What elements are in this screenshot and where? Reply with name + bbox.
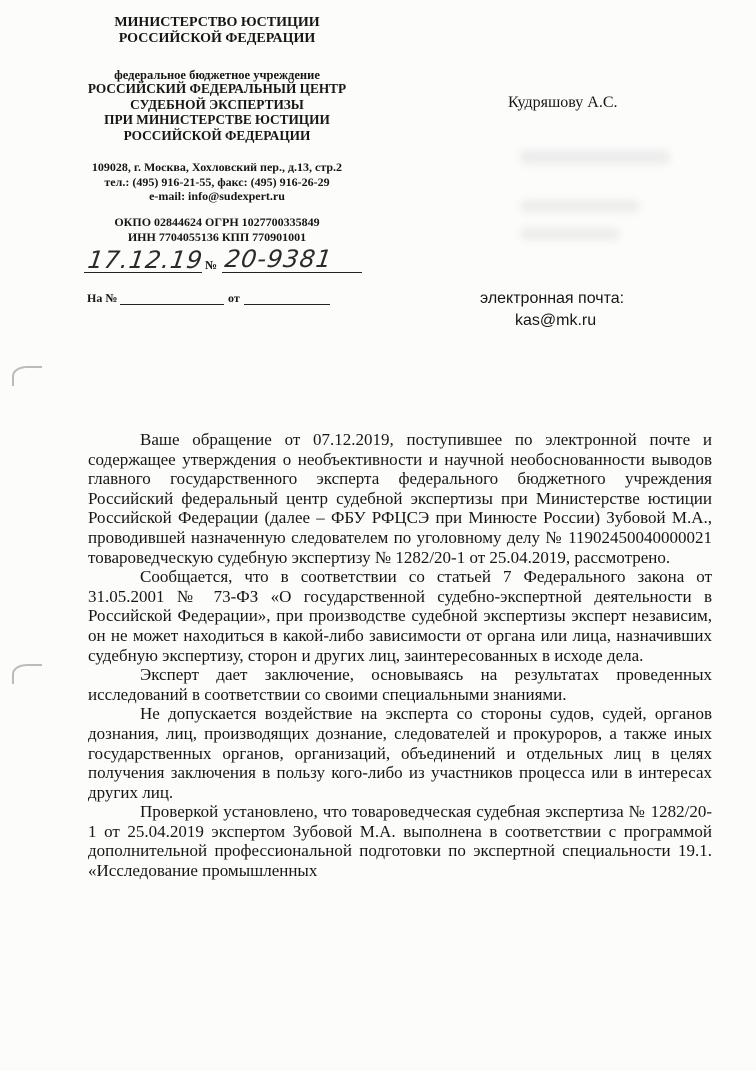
handwritten-date: 17.12.19 [86,246,205,274]
ref-from-blank [244,304,330,305]
ref-no-blank [120,304,224,305]
letter-body [88,430,712,881]
address-line: тел.: (495) 916-21-55, факс: (495) 916-26-29 [104,174,330,189]
number-underline [222,272,362,273]
redacted-address [520,150,670,164]
institution-type: федеральное бюджетное учреждение [114,68,320,82]
institution-name-line: РОССИЙСКОЙ ФЕДЕРАЦИИ [123,127,311,143]
codes-line: ИНН 7704055136 КПП 770901001 [127,229,307,244]
body-paragraph: Проверкой установлено, что товароведческая судебная экспертиза № 1282/20-1 от 25.04.2019 экспертом Зубовой М.А. выполнена в соответствии с программой дополнительной профессиональной подготовки по экспертной специальности 19.1. «Исследование промышленных [88,802,712,881]
address-line: 109028, г. Москва, Хохловский пер., д.13, стр.2 [91,160,343,174]
ref-from [228,291,240,306]
ref-from-label: от [228,291,240,305]
handwritten-number: 20-9381 [223,245,335,273]
institution-name-line: РОССИЙСКИЙ ФЕДЕРАЛЬНЫЙ ЦЕНТР [87,81,347,96]
recipient-name: Кудряшову А.С. [508,94,618,111]
body-paragraph: Эксперт дает заключение, основываясь на результатах проведенных исследований в соответствии со своими специальными знаниями. [88,665,712,704]
punch-hole-mark [12,366,42,386]
redacted-address [520,228,620,240]
institution-name-line: СУДЕБНОЙ ЭКСПЕРТИЗЫ [130,96,304,112]
punch-hole-mark [12,664,42,684]
registration-codes [72,215,362,244]
reference-row [87,291,117,306]
body-paragraph: Не допускается воздействие на эксперта со стороны судов, судей, органов дознания, лиц, производящих дознание, следователей и прокуроров, а также иных государственных органов, организаций, объединений и отдельных лиц в целях получения заключения в пользу кого-либо из участников процесса или в интересах других лиц. [88,704,712,802]
body-paragraph: Ваше обращение от 07.12.2019, поступившее по электронной почте и содержащее утверждения о необъективности и научной необоснованности выводов главного государственного эксперта федерального бюджетного учреждения Российский федеральный центр судебной экспертизы при Министерстве юстиции Российской Федерации (далее – ФБУ РФЦСЭ при Минюсте России) Зубовой М.А., проводившей назначенную следователем по уголовному делу № 11902450040000021 товароведческую судебную экспертизу № 1282/20-1 от 25.04.2019, рассмотрено. [88,430,712,567]
redacted-address [520,200,640,212]
address-block [72,160,362,204]
ref-no-label: На № [87,291,118,305]
ministry-heading [72,15,362,47]
email-label: электронная почта: [480,290,625,307]
address-line: e-mail: info@sudexpert.ru [149,189,285,203]
number-label: № [205,258,218,272]
ministry-line: РОССИЙСКОЙ ФЕДЕРАЦИИ [118,31,316,46]
date-underline [84,272,202,273]
institution-name [72,81,362,143]
codes-line: ОКПО 02844624 ОГРН 1027700335849 [114,215,320,229]
body-paragraph: Сообщается, что в соответствии со статьей 7 Федерального закона от 31.05.2001 № 73-ФЗ «О государственной судебно-экспертной деятельности в Российской Федерации», при производстве судебной экспертизы эксперт независим, он не может находиться в какой-либо зависимости от органа или лица, назначивших судебную экспертизу, сторон и других лиц, заинтересованных в исходе дела. [88,567,712,665]
ministry-line: МИНИСТЕРСТВО ЮСТИЦИИ [114,15,320,30]
recipient-email: kas@mk.ru [515,312,597,329]
institution-name-line: ПРИ МИНИСТЕРСТВЕ ЮСТИЦИИ [104,112,330,127]
